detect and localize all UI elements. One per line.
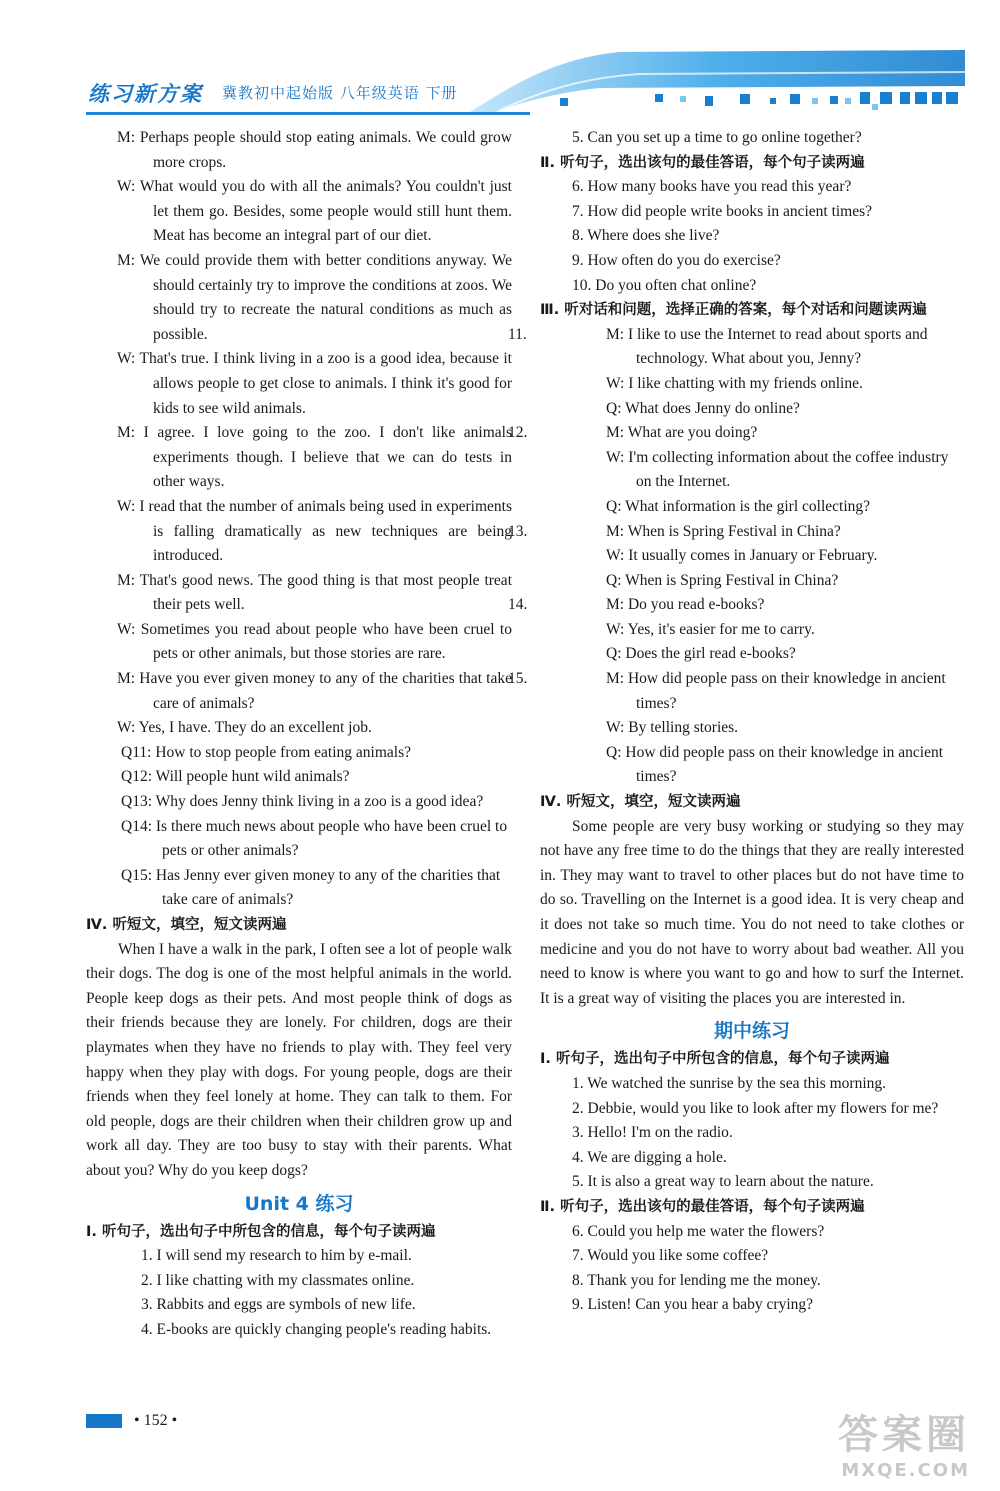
dialogue-line xyxy=(86,716,512,741)
dialogue-line xyxy=(86,421,512,495)
dialogue-text: I like to use the Internet to read about sports and technology. What about you, Jenny? xyxy=(627,325,928,368)
question-line xyxy=(86,864,512,913)
dialogue-number: 15. xyxy=(508,670,528,688)
speaker-label: M: xyxy=(117,424,144,442)
section-4-title: Ⅳ. 听短文，填空，短文读两遍 xyxy=(86,917,287,933)
question-label: Q11: xyxy=(121,743,156,761)
unit-4-items xyxy=(86,1244,512,1342)
dialogue-line xyxy=(540,716,964,741)
speaker-label: Q: xyxy=(606,743,626,761)
speaker-label: W: xyxy=(606,620,628,638)
list-item: 7. How did people write books in ancient times? xyxy=(572,202,873,220)
dialogue-text: What does Jenny do online? xyxy=(625,399,800,417)
question-text: Is there much news about people who have been cruel to pets or other animals? xyxy=(155,817,508,860)
list-item: 9. Listen! Can you hear a baby crying? xyxy=(572,1296,814,1314)
dialogue-text: What would you do with all the animals? You couldn't just let them go. Besides, some people would still hunt them. Meat has become an integral part of our diet. xyxy=(139,178,512,245)
dialogue-text: What information is the girl collecting? xyxy=(625,497,871,515)
speaker-label: Q: xyxy=(606,497,626,515)
section-3-title: Ⅲ. 听对话和问题，选择正确的答案，每个对话和问题读两遍 xyxy=(540,302,927,319)
list-item: 5. Can you set up a time to go online together? xyxy=(572,129,862,146)
dialogue-line xyxy=(86,175,512,249)
speaker-label: Q: xyxy=(606,571,626,589)
question-text: Has Jenny ever given money to any of the charities that take care of animals? xyxy=(155,866,501,909)
dialogue-number: 13. xyxy=(508,522,528,540)
dialogue-line xyxy=(540,642,964,667)
list-item: 9. How often do you do exercise? xyxy=(572,251,781,269)
dialogue-text: Yes, I have. They do an excellent job. xyxy=(138,719,372,737)
dialogue-line xyxy=(540,397,964,422)
speaker-label: Q: xyxy=(606,399,626,417)
list-item: 8. Thank you for lending me the money. xyxy=(572,1271,821,1289)
dialogue-text: It usually comes in January or February. xyxy=(628,547,878,565)
list-item: 4. We are digging a hole. xyxy=(572,1148,727,1166)
question-line xyxy=(86,790,512,815)
speaker-label: M: xyxy=(117,129,140,146)
header-rule xyxy=(86,112,530,115)
speaker-label: W: xyxy=(117,719,139,737)
dialogue-text: Yes, it's easier for me to carry. xyxy=(627,620,815,638)
dialogue-block xyxy=(86,126,512,741)
dialogue-text: I like chatting with my friends online. xyxy=(628,374,863,392)
dialogue-line xyxy=(86,249,512,347)
watermark-logo: 答案圈 xyxy=(838,1412,970,1458)
speaker-label: M: xyxy=(117,571,140,589)
dialogue-line xyxy=(508,323,964,372)
dialogue-line xyxy=(508,593,964,618)
page-header xyxy=(0,0,1000,125)
question-block xyxy=(86,741,512,913)
dialogue-line xyxy=(508,667,964,716)
section-3-dialogues xyxy=(508,323,964,790)
dialogue-text: When is Spring Festival in China? xyxy=(625,571,839,589)
dialogue-line xyxy=(540,544,964,569)
section-2-items xyxy=(540,175,964,298)
section-4-passage: Some people are very busy working or studying so they may not have any free time to do the things that they are really interested in. They may want to travel to other places but do not have time to do so. Travelling on the Internet is a good idea. It is very cheap and it does not take so much time. You do not need to take clothes or medicine and you do not have to worry about bad weather. All you need to know is where you want to go and how to surf the Internet. It is a great way of visiting the places you are interested in. xyxy=(540,817,964,1007)
midterm-section-1-items xyxy=(540,1072,964,1195)
speaker-label: Q: xyxy=(606,645,626,663)
unit-4-title: Unit 4 练习 xyxy=(244,1192,354,1215)
footer-color-block xyxy=(86,1414,122,1428)
dialogue-text: I'm collecting information about the coffee industry on the Internet. xyxy=(628,448,949,491)
dialogue-text: I read that the number of animals being used in experiments is falling dramatically as new techniques are being introduced. xyxy=(139,497,512,565)
speaker-label: W: xyxy=(606,719,629,737)
list-item: 8. Where does she live? xyxy=(572,227,720,245)
book-brand: 练习新方案 xyxy=(88,82,203,106)
list-item: 6. Could you help me water the flowers? xyxy=(572,1222,825,1240)
speaker-label: W: xyxy=(117,497,140,515)
speaker-label: M: xyxy=(606,670,628,688)
dialogue-line xyxy=(86,618,512,667)
speaker-label: M: xyxy=(117,670,140,688)
list-item: 5. It is also a great way to learn about the nature. xyxy=(572,1173,874,1191)
dialogue-line xyxy=(540,569,964,594)
dialogue-text: Have you ever given money to any of the charities that take care of animals? xyxy=(139,670,513,712)
speaker-label: W: xyxy=(117,620,141,638)
dialogue-text: We could provide them with better conditions anyway. We should certainly try to improve the conditions at zoos. We should try to recreate the natural conditions as much as possible. xyxy=(139,251,512,343)
left-column xyxy=(86,126,512,1343)
question-line xyxy=(86,741,512,766)
dialogue-line xyxy=(508,421,964,446)
dialogue-line xyxy=(86,495,512,569)
unit-4-section-1-title: Ⅰ. 听句子，选出句子中所包含的信息，每个句子读两遍 xyxy=(86,1223,436,1240)
right-column xyxy=(508,126,964,1318)
section-2-title: Ⅱ. 听句子，选出该句的最佳答语，每个句子读两遍 xyxy=(540,154,865,171)
dialogue-text: What are you doing? xyxy=(627,424,758,442)
page-footer xyxy=(86,1412,177,1430)
dialogue-number: 14. xyxy=(508,596,528,614)
watermark-url: MXQE.COM xyxy=(841,1460,970,1481)
list-item: 4. E-books are quickly changing people's reading habits. xyxy=(141,1320,492,1338)
speaker-label: M: xyxy=(606,522,628,540)
dialogue-text: That's true. I think living in a zoo is a good idea, because it allows people to get close to animals. I think it's good for kids to see wild animals. xyxy=(139,350,512,417)
dialogue-text: Sometimes you read about people who have been cruel to pets or other animals, but those stories are rare. xyxy=(140,620,512,663)
midterm-section-2-items xyxy=(540,1220,964,1318)
speaker-label: W: xyxy=(117,178,140,196)
speaker-label: M: xyxy=(606,325,628,343)
midterm-section-2-title: Ⅱ. 听句子，选出该句的最佳答语，每个句子读两遍 xyxy=(540,1198,865,1215)
dialogue-text: I agree. I love going to the zoo. I don't like animals experiments though. I believe that we can do tests in other ways. xyxy=(143,424,512,491)
list-item: 10. Do you often chat online? xyxy=(572,276,757,294)
dialogue-text: Do you read e-books? xyxy=(627,596,765,614)
dialogue-line xyxy=(86,569,512,618)
midterm-section-1-title: Ⅰ. 听句子，选出句子中所包含的信息，每个句子读两遍 xyxy=(540,1051,890,1068)
dialogue-text: That's good news. The good thing is that most people treat their pets well. xyxy=(139,571,512,614)
speaker-label: M: xyxy=(606,424,628,442)
speaker-label: W: xyxy=(606,374,629,392)
dialogue-text: When is Spring Festival in China? xyxy=(627,522,841,540)
watermark xyxy=(838,1403,970,1481)
question-text: How to stop people from eating animals? xyxy=(155,743,412,761)
dialogue-line xyxy=(86,667,512,716)
dialogue-number: 12. xyxy=(508,424,528,442)
dialogue-line xyxy=(508,520,964,545)
question-line xyxy=(86,765,512,790)
dialogue-line xyxy=(540,618,964,643)
speaker-label: W: xyxy=(117,350,140,368)
speaker-label: M: xyxy=(606,596,628,614)
list-item: 3. Hello! I'm on the radio. xyxy=(572,1124,733,1142)
dialogue-line xyxy=(540,446,964,495)
dialogue-text: By telling stories. xyxy=(628,719,739,737)
speaker-label: W: xyxy=(606,448,629,466)
dialogue-line xyxy=(540,372,964,397)
question-label: Q12: xyxy=(121,768,156,786)
list-item: 2. Debbie, would you like to look after my flowers for me? xyxy=(572,1099,939,1117)
dialogue-line xyxy=(86,347,512,421)
question-text: Why does Jenny think living in a zoo is a good idea? xyxy=(155,793,484,811)
list-item: 3. Rabbits and eggs are symbols of new life. xyxy=(141,1296,416,1314)
dialogue-number: 11. xyxy=(508,325,527,343)
speaker-label: W: xyxy=(606,547,629,565)
dialogue-text: How did people pass on their knowledge in ancient times? xyxy=(627,670,946,712)
dialogue-line xyxy=(540,741,964,790)
section-4-passage: When I have a walk in the park, I often see a lot of people walk their dogs. The dog is one of the most helpful animals in the world. People keep dogs as their pets. And most people think of dogs as their friends because they are lonely. For children, dogs are their playmates when they have no friends to play with. They feel very happy when they play with dogs. For young people, dogs are their friends when they feel lonely at home. They can talk to them. For old people, dogs are their children when their children grow up and work all day. They are too busy to stay with their parents. What about you? Why do you keep dogs? xyxy=(86,940,512,1179)
list-item: 2. I like chatting with my classmates online. xyxy=(141,1271,415,1289)
list-item: 1. I will send my research to him by e-mail. xyxy=(141,1247,412,1265)
midterm-title: 期中练习 xyxy=(713,1020,790,1043)
page-number: • 152 • xyxy=(134,1412,178,1430)
dialogue-line xyxy=(540,495,964,520)
question-label: Q15: xyxy=(121,866,156,884)
question-label: Q13: xyxy=(121,793,156,811)
list-item: 1. We watched the sunrise by the sea this morning. xyxy=(572,1074,886,1092)
section-4-title: Ⅳ. 听短文，填空，短文读两遍 xyxy=(540,794,741,811)
speaker-label: M: xyxy=(117,251,140,269)
list-item: 7. Would you like some coffee? xyxy=(572,1247,769,1265)
question-line xyxy=(86,815,512,864)
dialogue-line xyxy=(86,126,512,175)
book-subtitle: 冀教初中起始版 八年级英语 下册 xyxy=(222,84,458,102)
question-text: Will people hunt wild animals? xyxy=(155,768,350,786)
dialogue-text: Perhaps people should stop eating animals. We could grow more crops. xyxy=(139,129,512,171)
list-item: 6. How many books have you read this year? xyxy=(572,178,852,196)
dialogue-text: Does the girl read e-books? xyxy=(625,645,796,663)
dialogue-text: How did people pass on their knowledge in ancient times? xyxy=(625,743,944,786)
question-label: Q14: xyxy=(121,817,156,835)
